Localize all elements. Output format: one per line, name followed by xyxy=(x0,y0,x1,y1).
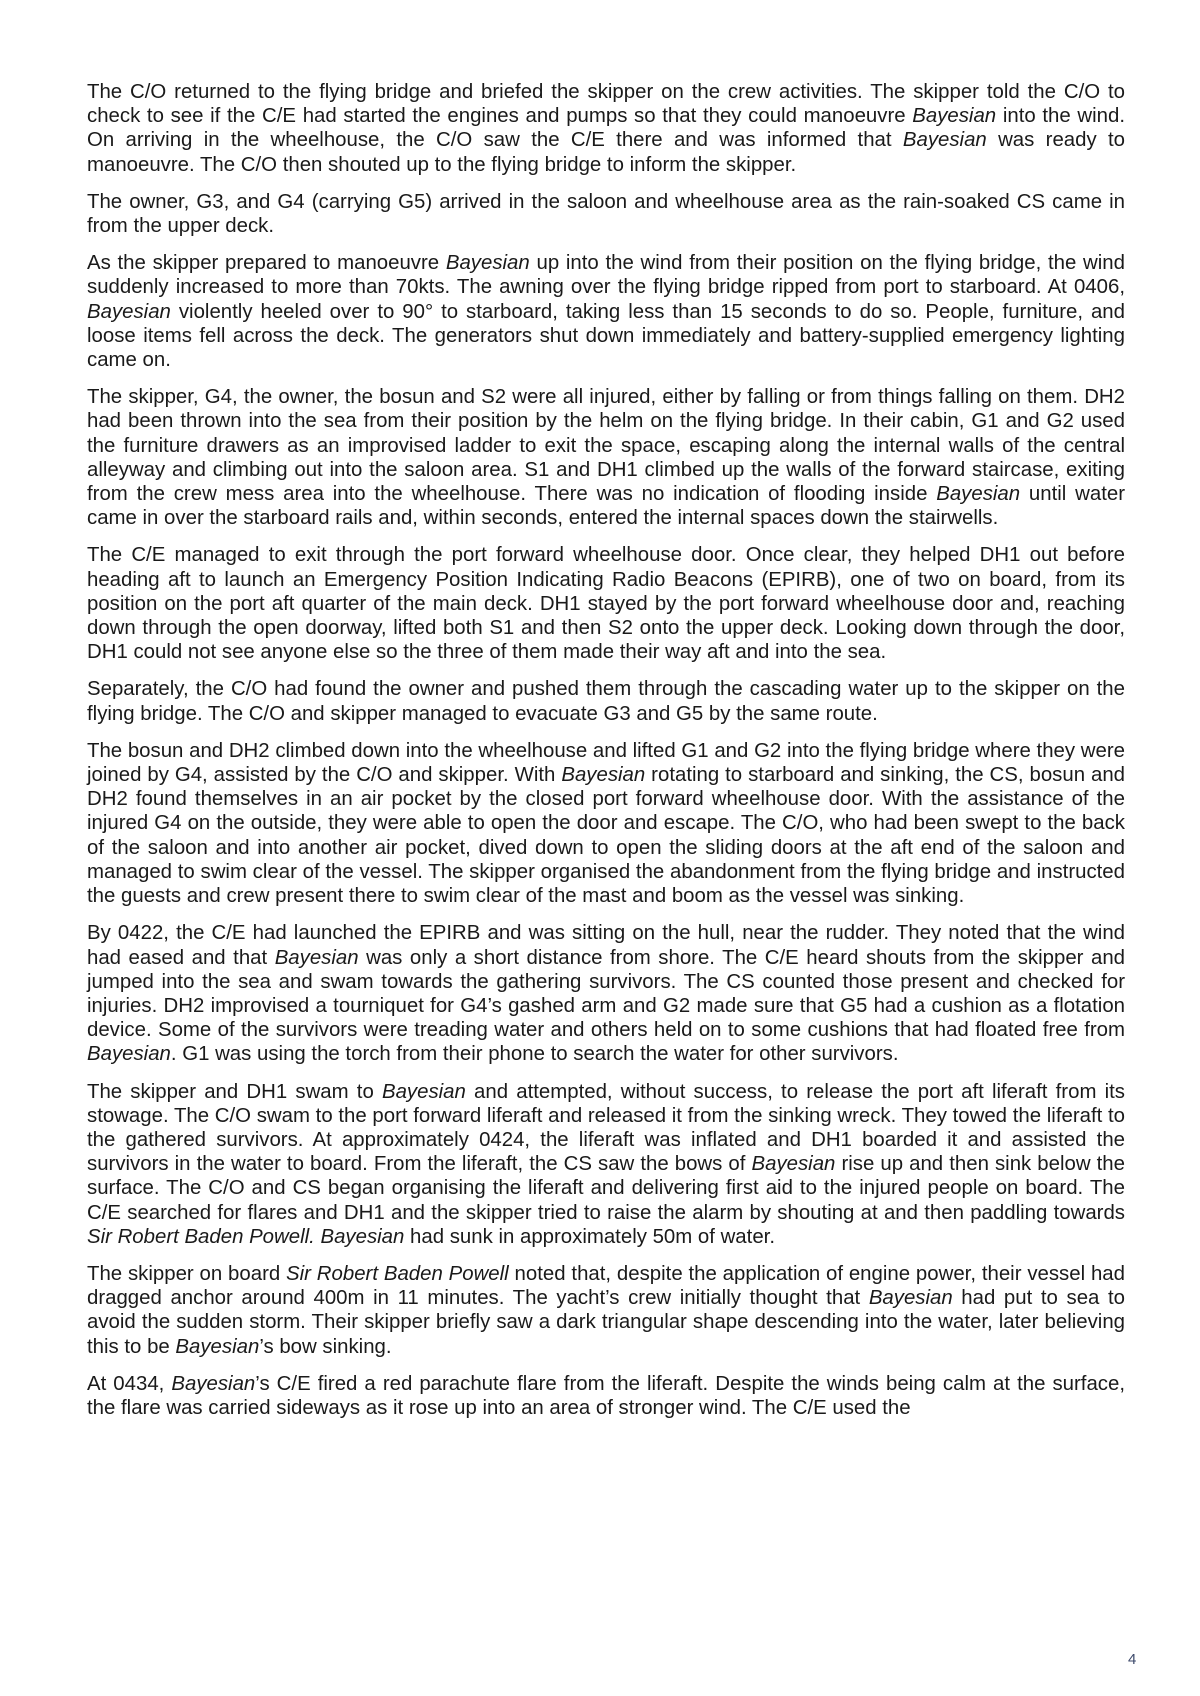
text-run: The C/O returned to the flying bridge and briefed the skipper on the crew activities. The skipper told the C/O to check to see if the C/E had started the engines and pumps so that they could manoeuvre xyxy=(87,81,1125,128)
text-run: had put to sea to avoid the sudden storm. Their skipper briefly saw a dark triangular shape descending into the water, later believing this to be xyxy=(87,1287,1125,1358)
text-run: rotating to starboard and sinking, the CS, bosun and DH2 found themselves in an air pocket by the closed port forward wheelhouse door. With the assistance of the injured G4 on the outside, they were able to open the door and escape. The C/O, who had been swept to the back of the saloon and into another air pocket, dived down to open the sliding doors at the aft end of the saloon and managed to swim clear of the vessel. The skipper organised the abandonment from the flying bridge and instructed the guests and crew present there to swim clear of the mast and boom as the vessel was sinking. xyxy=(87,764,1126,908)
text-run: The C/E managed to exit through the port forward wheelhouse door. Once clear, they helped DH1 out before heading aft to launch an Emergency Position Indicating Radio Beacons (EPIRB), one of two on board, from its position on the port aft quarter of the main deck. DH1 stayed by the port forward wheelhouse door and, reaching down through the open doorway, lifted both S1 and then S2 onto the upper deck. Looking down through the door, DH1 could not see anyone else so the three of them made their way aft and into the sea. xyxy=(87,544,1125,664)
text-run: noted that, despite the application of engine power, their vessel had dragged anchor around 400m in 11 minutes. The yacht’s crew initially thought that xyxy=(87,1262,1125,1310)
text-run: At 0434, xyxy=(87,1372,172,1395)
vessel-name: Sir Robert Baden Powell. Bayesian xyxy=(87,1225,405,1248)
text-run: . G1 was using the torch from their phone to search the water for other survivors. xyxy=(170,1043,899,1066)
paragraph xyxy=(87,543,1125,664)
vessel-name: Bayesian xyxy=(87,300,171,323)
paragraph xyxy=(87,251,1125,372)
vessel-name: Bayesian xyxy=(561,764,646,787)
paragraph xyxy=(87,677,1125,725)
text-run: until water came in over the starboard rails and, within seconds, entered the internal spaces down the stairwells. xyxy=(87,483,1125,530)
vessel-name: Bayesian xyxy=(87,1043,171,1066)
text-run: The skipper on board xyxy=(87,1262,287,1285)
text-run: By 0422, the C/E had launched the EPIRB and was sitting on the hull, near the rudder. They noted that the wind had eased and that xyxy=(87,922,1125,969)
text-run: had sunk in approximately 50m of water. xyxy=(404,1225,775,1248)
paragraph xyxy=(87,1372,1125,1420)
text-run: rise up and then sink below the surface. The C/O and CS began organising the liferaft and delivering first aid to the injured people on board. The C/E searched for flares and DH1 and the skipper tried to raise the alarm by shouting at and then paddling towards xyxy=(87,1153,1125,1224)
text-run: ’s bow sinking. xyxy=(259,1335,392,1358)
vessel-name: Bayesian xyxy=(751,1153,836,1176)
paragraph xyxy=(87,80,1125,177)
text-run: The bosun and DH2 climbed down into the wheelhouse and lifted G1 and G2 into the flying bridge where they were joined by G4, assisted by the C/O and skipper. With xyxy=(87,739,1125,787)
text-run: was only a short distance from shore. The C/E heard shouts from the skipper and jumped into the sea and swam towards the gathering survivors. The CS counted those present and checked for injuries. DH2 improvised a tourniquet for G4’s gashed arm and G2 made sure that G5 had a cushion as a flotation device. Some of the survivors were treading water and others held on to some cushions that had floated free from xyxy=(87,946,1125,1042)
paragraph xyxy=(87,1080,1125,1249)
vessel-name: Bayesian xyxy=(936,483,1021,506)
paragraph xyxy=(87,190,1125,238)
document-body xyxy=(87,80,1125,1433)
text-run: violently heeled over to 90° to starboard, taking less than 15 seconds to do so. People, furniture, and loose items fell across the deck. The generators shut down immediately and battery-supplied emergency lighting came on. xyxy=(87,300,1125,372)
paragraph xyxy=(87,739,1125,908)
text-run: The skipper and DH1 swam to xyxy=(87,1080,382,1103)
page-number: 4 xyxy=(1128,1651,1137,1668)
vessel-name: Bayesian xyxy=(175,1335,260,1358)
vessel-name: Bayesian xyxy=(868,1287,953,1310)
text-run: The skipper, G4, the owner, the bosun and S2 were all injured, either by falling or from things falling on them. DH2 had been thrown into the sea from their position by the helm on the flying bridge. In their cabin, G1 and G2 used the furniture drawers as an improvised ladder to exit the space, escaping along the internal walls of the central alleyway and climbing out into the saloon area. S1 and DH1 climbed up the walls of the forward staircase, exiting from the crew mess area into the wheelhouse. There was no indication of flooding inside xyxy=(87,386,1125,506)
text-run: As the skipper prepared to manoeuvre xyxy=(87,252,446,275)
text-run: up into the wind from their position on the flying bridge, the wind suddenly increased to more than 70kts. The awning over the flying bridge ripped from port to starboard. At 0406, xyxy=(87,252,1125,299)
vessel-name: Bayesian xyxy=(445,252,530,275)
text-run: and attempted, without success, to release the port aft liferaft from its stowage. The C/O swam to the port forward liferaft and released it from the sinking wreck. They towed the liferaft to the gathered survivors. At approximately 0424, the liferaft was inflated and DH1 boarded it and assisted the survivors in the water to board. From the liferaft, the CS saw the bows of xyxy=(87,1080,1125,1176)
text-run: ’s C/E fired a red parachute flare from the liferaft. Despite the winds being calm at the surface, the flare was carried sideways as it rose up into an area of stronger wind. The C/E used the xyxy=(87,1372,1125,1419)
vessel-name: Sir Robert Baden Powell xyxy=(286,1262,509,1285)
vessel-name: Bayesian xyxy=(274,946,359,969)
vessel-name: Bayesian xyxy=(171,1372,256,1395)
text-run: into the wind. On arriving in the wheelhouse, the C/O saw the C/E there and was informed that xyxy=(87,105,1125,152)
vessel-name: Bayesian xyxy=(902,129,987,152)
vessel-name: Bayesian xyxy=(381,1080,466,1103)
paragraph xyxy=(87,1262,1125,1359)
text-run: The owner, G3, and G4 (carrying G5) arrived in the saloon and wheelhouse area as the rain-soaked CS came in from the upper deck. xyxy=(87,190,1125,238)
text-run: was ready to manoeuvre. The C/O then shouted up to the flying bridge to inform the skipper. xyxy=(87,129,1125,176)
vessel-name: Bayesian xyxy=(912,105,997,128)
text-run: Separately, the C/O had found the owner and pushed them through the cascading water up to the skipper on the flying bridge. The C/O and skipper managed to evacuate G3 and G5 by the same route. xyxy=(87,678,1125,725)
paragraph xyxy=(87,385,1125,530)
paragraph xyxy=(87,921,1125,1066)
